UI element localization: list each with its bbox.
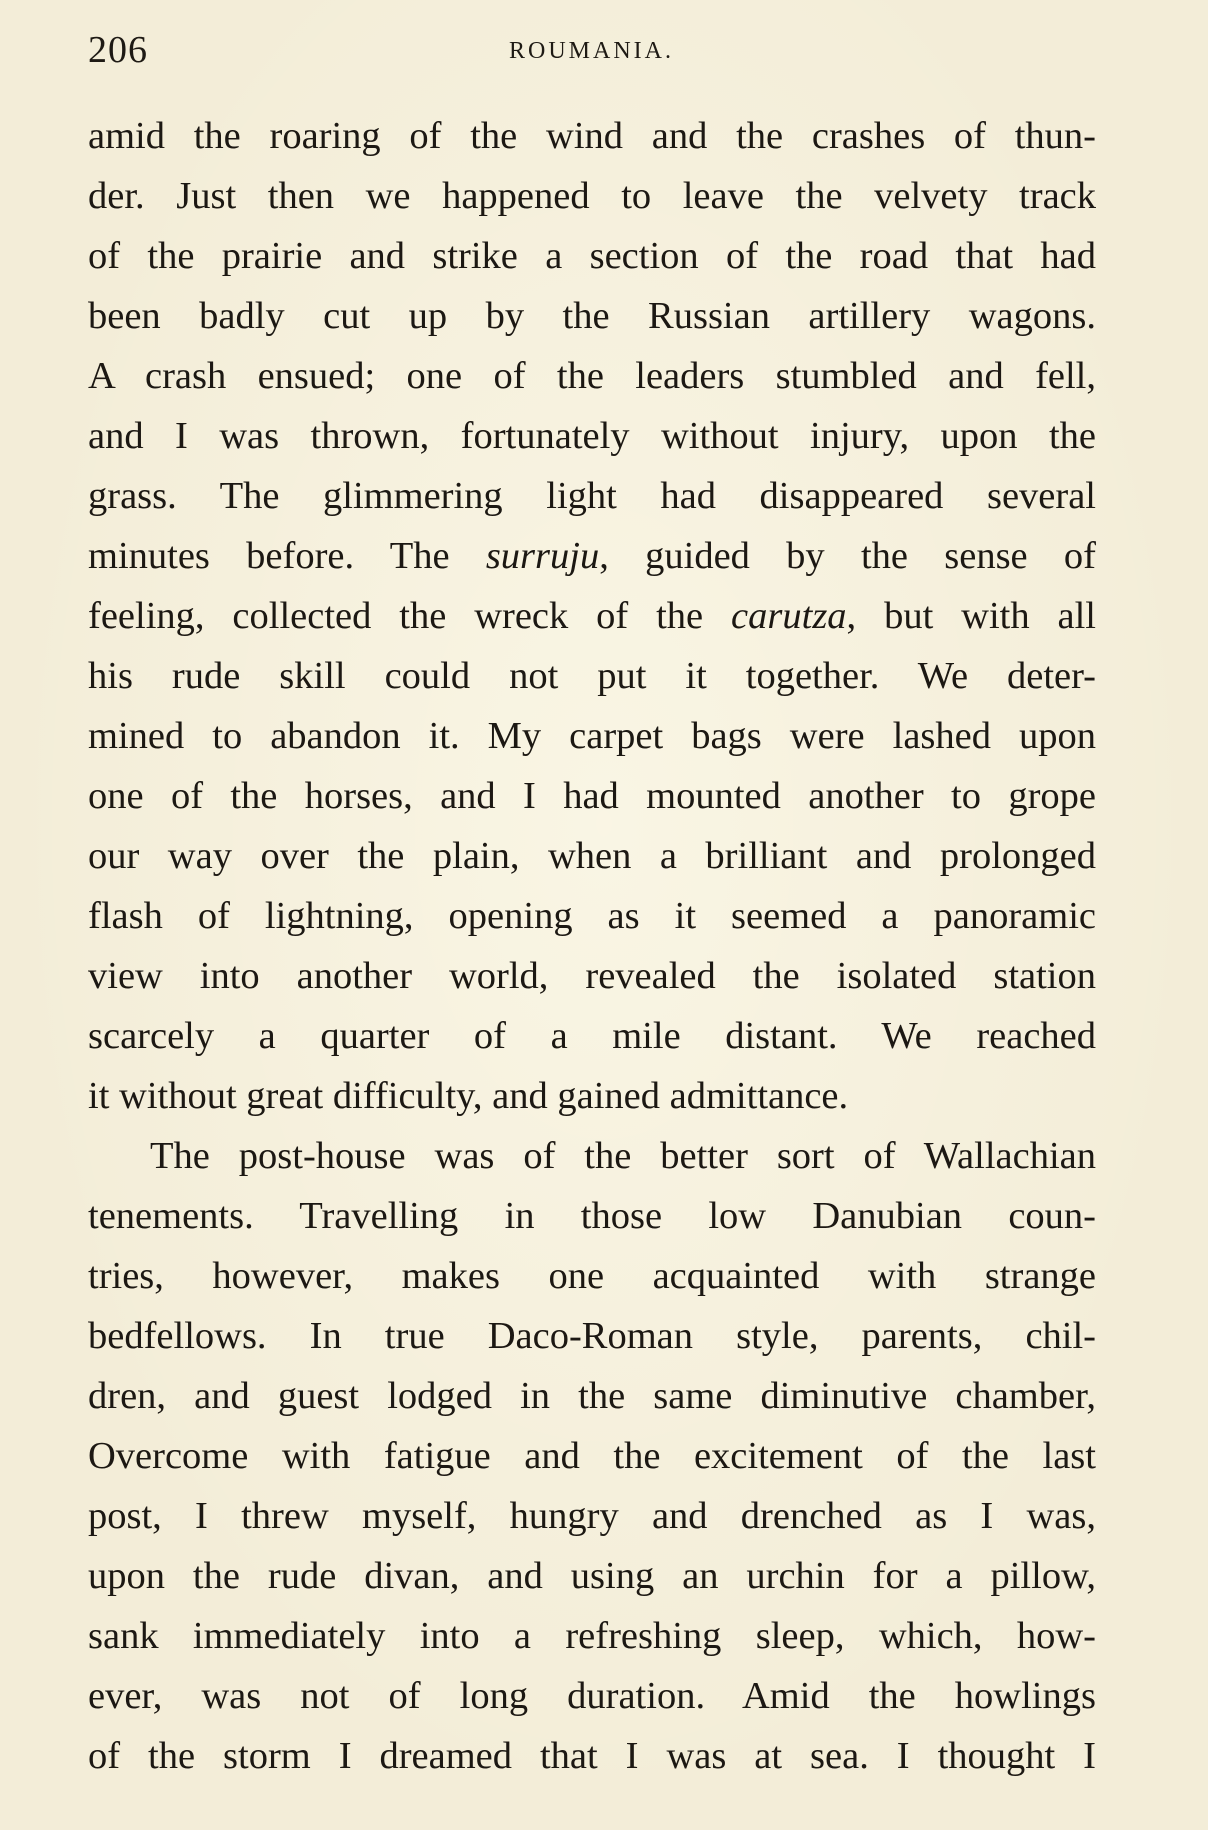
text-line: amid the roaring of the wind and the crashes of thun- [88, 115, 1096, 157]
text-line: Overcome with fatigue and the excitement of the last [88, 1435, 1096, 1477]
text-line-with-italic [88, 526, 1096, 586]
text-line: der. Just then we happened to leave the velvety track [88, 175, 1096, 217]
text-line: upon the rude divan, and using an urchin for a pillow, [88, 1555, 1096, 1597]
text-line: and I was thrown, fortunately without injury, upon the [88, 415, 1096, 457]
text-line: tenements. Travelling in those low Danubian coun- [88, 1195, 1096, 1237]
text-line: view into another world, revealed the isolated station [88, 955, 1096, 997]
text-line: it without great difficulty, and gained admittance. [88, 1075, 849, 1117]
page-header [88, 22, 1095, 78]
page-number: 206 [88, 29, 148, 71]
text-line: The post-house was of the better sort of Wallachian [150, 1135, 1096, 1177]
running-head: ROUMANIA. [509, 38, 674, 64]
text-line: sank immediately into a refreshing sleep, which, how- [88, 1615, 1096, 1657]
paragraph-1 [88, 106, 1096, 1126]
text-line-with-italic [88, 586, 1096, 646]
italic-word-surruju: surruju [485, 535, 600, 577]
text-segment: , but with all [846, 595, 1096, 637]
text-line: bedfellows. In true Daco-Roman style, parents, chil- [88, 1315, 1096, 1357]
text-segment: feeling, collected the wreck of the [88, 595, 732, 637]
text-line: tries, however, makes one acquainted with strange [88, 1255, 1096, 1297]
text-line: ever, was not of long duration. Amid the howlings [88, 1675, 1096, 1717]
italic-word-carutza: carutza [731, 595, 847, 637]
body-text [88, 106, 1096, 1786]
text-line: flash of lightning, opening as it seemed a panoramic [88, 895, 1096, 937]
text-line: A crash ensued; one of the leaders stumbled and fell, [88, 355, 1096, 397]
text-line: grass. The glimmering light had disappeared several [88, 475, 1096, 517]
text-line: post, I threw myself, hungry and drenched as I was, [88, 1495, 1096, 1537]
text-segment: , guided by the sense of [599, 535, 1096, 577]
text-line: of the storm I dreamed that I was at sea. I thought I [88, 1735, 1096, 1777]
text-segment: minutes before. The [88, 535, 486, 577]
text-line: scarcely a quarter of a mile distant. We reached [88, 1015, 1096, 1057]
text-line: mined to abandon it. My carpet bags were lashed upon [88, 715, 1096, 757]
text-line: been badly cut up by the Russian artillery wagons. [88, 295, 1096, 337]
text-line: our way over the plain, when a brilliant and prolonged [88, 835, 1096, 877]
text-line: of the prairie and strike a section of the road that had [88, 235, 1096, 277]
paragraph-2 [88, 1126, 1096, 1786]
text-line: his rude skill could not put it together. We deter- [88, 655, 1096, 697]
text-line: dren, and guest lodged in the same diminutive chamber, [88, 1375, 1096, 1417]
text-line: one of the horses, and I had mounted another to grope [88, 775, 1096, 817]
